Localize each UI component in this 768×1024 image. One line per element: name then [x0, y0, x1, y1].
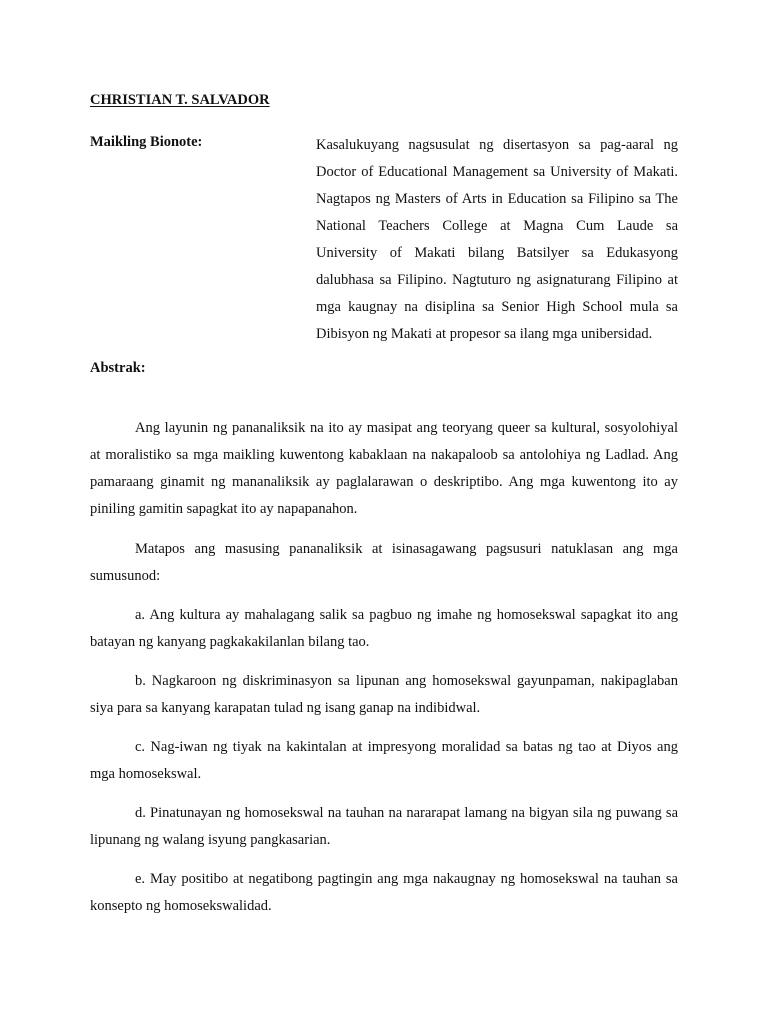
abstrak-paragraph: Matapos ang masusing pananaliksik at isinasagawang pagsusuri natuklasan ang mga sumusunod:	[90, 541, 678, 584]
finding-item: a. Ang kultura ay mahalagang salik sa pagbuo ng imahe ng homosekswal sapagkat ito ang batayan ng kanyang pagkakakilanlan bilang tao.	[90, 607, 678, 650]
bionote-label: Maikling Bionote:	[90, 134, 203, 150]
finding-item: b. Nagkaroon ng diskriminasyon sa lipunan ang homosekswal gayunpaman, nakipaglaban siya para sa kanyang karapatan tulad ng isang ganap na indibidwal.	[90, 673, 678, 716]
abstrak-label: Abstrak:	[90, 360, 146, 376]
finding-item: c. Nag-iwan ng tiyak na kakintalan at impresyong moralidad sa batas ng tao at Diyos ang mga homosekswal.	[90, 739, 678, 782]
finding-item: e. May positibo at negatibong pagtingin ang mga nakaugnay ng homosekswal na tauhan sa konsepto ng homosekswalidad.	[90, 871, 678, 914]
author-name: CHRISTIAN T. SALVADOR	[90, 92, 270, 108]
abstrak-paragraph: Ang layunin ng pananaliksik na ito ay masipat ang teoryang queer sa kultural, sosyolohiyal at moralistiko sa mga maikling kuwentong kabaklaan na nakapaloob sa antolohiya ng Ladlad. Ang pamaraang ginamit ng mananaliksik ay paglalarawan o deskriptibo. Ang mga kuwentong ito ay piniling gamitin sapagkat ito ay napapanahon.	[90, 420, 678, 517]
bionote-text: Kasalukuyang nagsusulat ng disertasyon sa pag-aaral ng Doctor of Educational Management sa University of Makati. Nagtapos ng Masters of Arts in Education sa Filipino sa The National Teachers College at Magna Cum Laude sa University of Makati bilang Batsilyer sa Edukasyong dalubhasa sa Filipino. Nagtuturo ng asignaturang Filipino at mga kaugnay na disiplina sa Senior High School mula sa Dibisyon ng Makati at propesor sa ilang mga unibersidad.	[316, 137, 678, 342]
finding-item: d. Pinatunayan ng homosekswal na tauhan na nararapat lamang na bigyan sila ng puwang sa lipunang ng walang isyung pangkasarian.	[90, 805, 678, 848]
